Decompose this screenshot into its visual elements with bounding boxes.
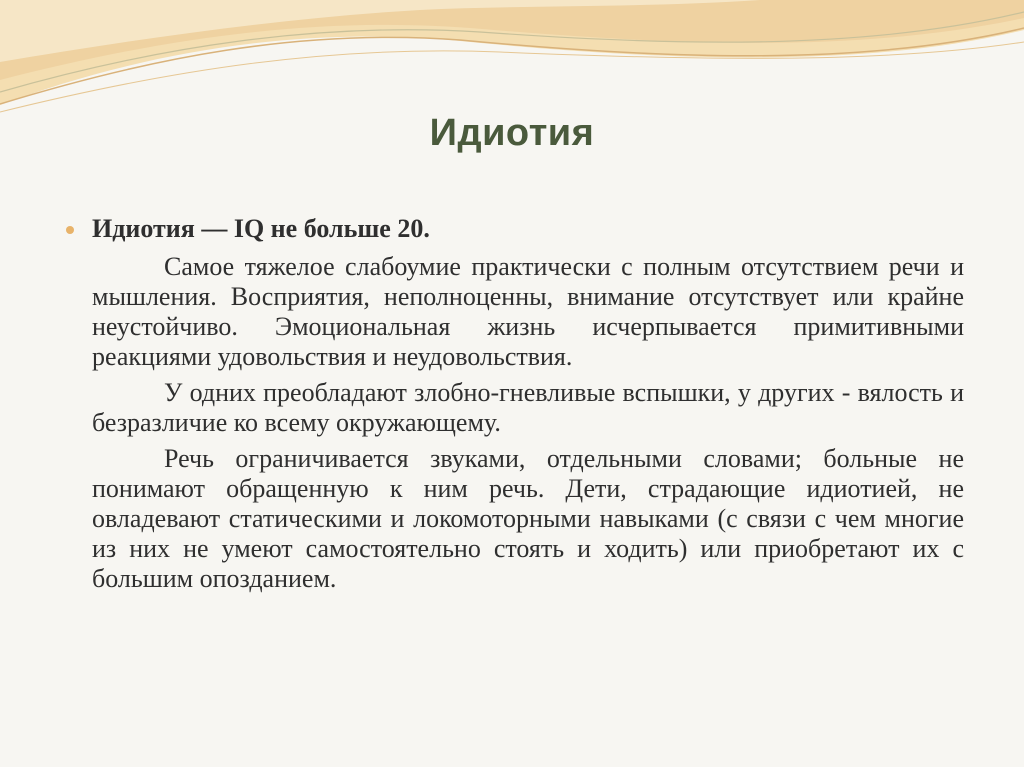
bullet-dot-icon [66, 226, 74, 234]
slide-body [92, 214, 964, 600]
slide-title: Идиотия [429, 112, 595, 154]
decorative-waves [0, 0, 1024, 120]
paragraph-2: У одних преобладают злобно-гневливые вспышки, у других - вялость и безразличие ко всему окружающему. [92, 378, 964, 437]
paragraph-3: Речь ограничивается звуками, отдельными словами; больные не понимают обращенную к ним речь. Дети, страдающие идиотией, не овладевают статическими и локомоторными навыками (с связи с чем многие из них не умеют самостоятельно стоять и ходить) или приобретают их с большим опозданием. [92, 444, 964, 593]
bullet-text: Идиотия — IQ не больше 20. [92, 214, 430, 243]
bullet-item [92, 214, 964, 244]
paragraph-1: Самое тяжелое слабоумие практически с полным отсутствием речи и мышления. Восприятия, неполноценны, внимание отсутствует или крайне неустойчиво. Эмоциональная жизнь исчерпывается примитивными реакциями удовольствия и неудовольствия. [92, 252, 964, 371]
